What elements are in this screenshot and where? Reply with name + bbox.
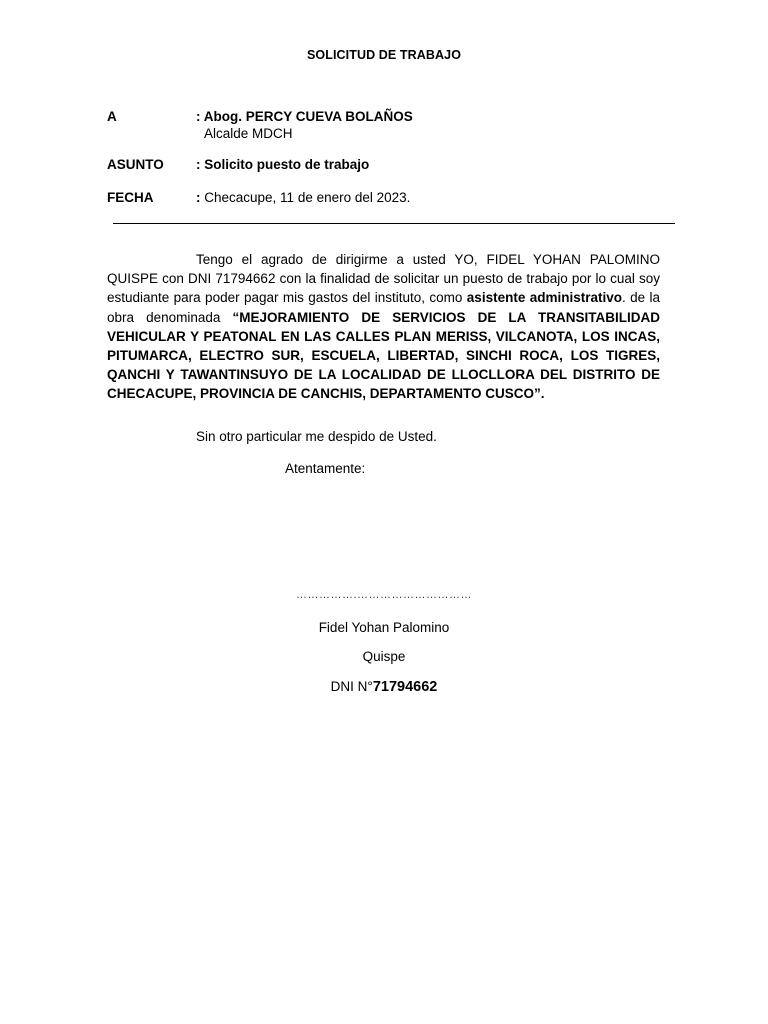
signature-dni-prefix: DNI N° — [330, 679, 373, 694]
signature-dni-number: 71794662 — [372, 679, 438, 695]
body-text-part1: Tengo el agrado de dirigirme a usted YO, FIDEL YOHAN PALOMINO QUISPE con DNI 71794662 con la finalidad de solicitar un puesto de trabajo por lo cual soy estudiante para poder pagar mis gastos del instituto, como — [107, 252, 660, 306]
regards-line: Atentamente: — [285, 461, 366, 476]
signature-name-line1: Fidel Yohan Palomino — [318, 620, 450, 635]
header-to-label: A — [107, 109, 117, 124]
header-to-value: : Abog. PERCY CUEVA BOLAÑOS — [196, 109, 413, 124]
header-to-subvalue: Alcalde MDCH — [204, 126, 293, 141]
header-subject-label: ASUNTO — [107, 157, 164, 172]
header-date-label: FECHA — [107, 190, 154, 205]
closing-line: Sin otro particular me despido de Usted. — [196, 429, 437, 444]
body-paragraph — [107, 250, 660, 404]
body-text-project: “MEJORAMIENTO DE SERVICIOS DE LA TRANSITABILIDAD VEHICULAR Y PEATONAL EN LAS CALLES PLAN MERISS, VILCANOTA, LOS INCAS, PITUMARCA, ELECTRO SUR, ESCUELA, LIBERTAD, SINCHI ROCA, LOS TIGRES, QANCHI Y TAWANTINSUYO DE LA LOCALIDAD DE LLOCLLORA DEL DISTRITO DE CHECACUPE, PROVINCIA DE CANCHIS, DEPARTAMENTO CUSCO”. — [107, 309, 660, 402]
body-text-role: asistente administrativo — [466, 290, 622, 306]
header-divider — [113, 223, 675, 224]
signature-name-line2: Quispe — [362, 649, 406, 664]
header-to-value-block — [196, 108, 413, 142]
body-text-part2: . de la obra denominada — [107, 290, 660, 325]
document-title: SOLICITUD DE TRABAJO — [306, 48, 462, 62]
header-subject-value: : Solicito puesto de trabajo — [196, 157, 370, 172]
header-date-colon: : — [196, 190, 201, 205]
header-date-value-block — [196, 189, 410, 206]
signature-line: …………….………………………… — [295, 589, 473, 601]
header-date-value: Checacupe, 11 de enero del 2023. — [200, 190, 411, 205]
signature-dni — [0, 679, 768, 695]
